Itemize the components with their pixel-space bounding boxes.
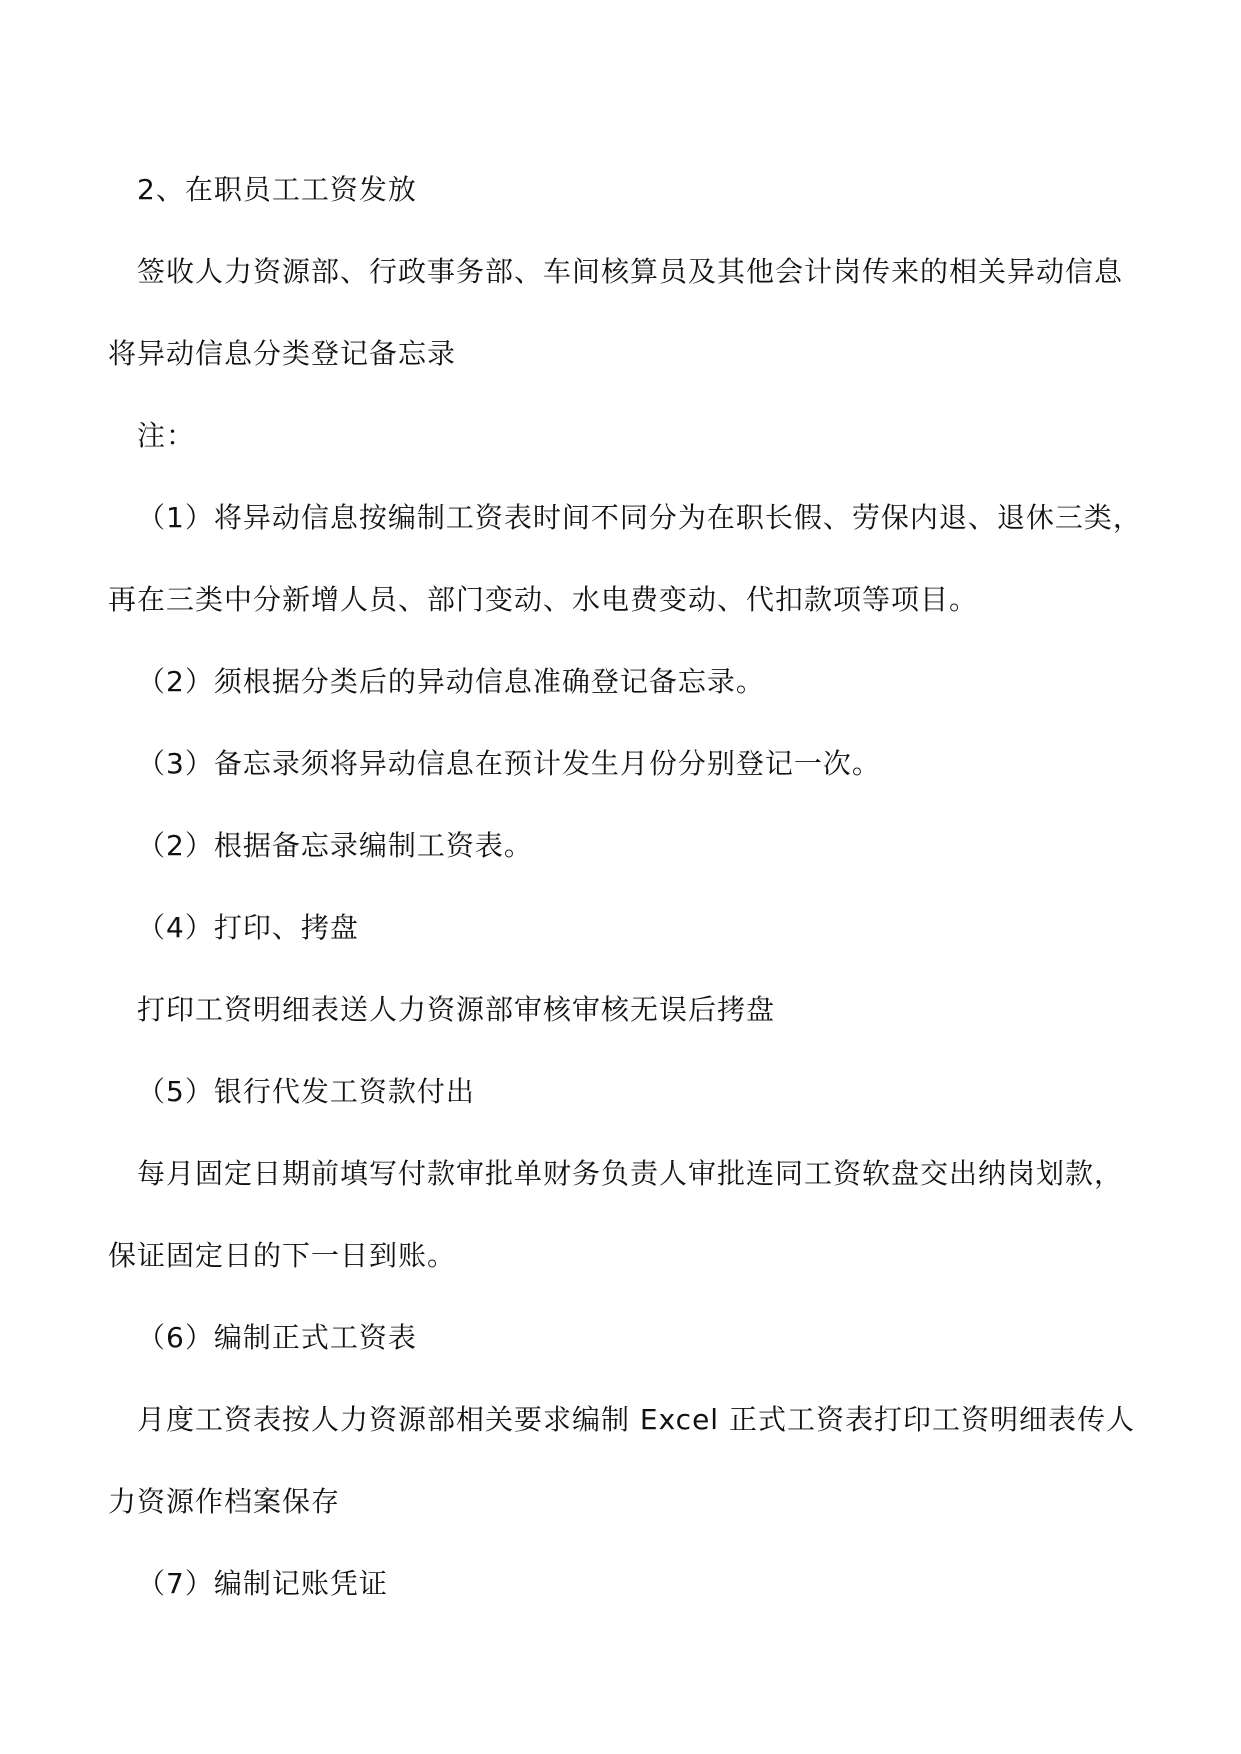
- note-item: （1）将异动信息按编制工资表时间不同分为在职长假、劳保内退、退休三类，: [137, 501, 1142, 534]
- paragraph-line: 保证固定日的下一日到账。: [108, 1239, 457, 1272]
- note-item: （3）备忘录须将异动信息在预计发生月份分别登记一次。: [137, 747, 881, 780]
- paragraph-line: 月度工资表按人力资源部相关要求编制 Excel 正式工资表打印工资明细表传人: [137, 1403, 1135, 1436]
- step-heading: （5）银行代发工资款付出: [137, 1075, 475, 1108]
- paragraph-line: 打印工资明细表送人力资源部审核审核无误后拷盘: [137, 993, 776, 1026]
- step-heading: （4）打印、拷盘: [137, 911, 359, 944]
- paragraph-line: 将异动信息分类登记备忘录: [108, 337, 457, 370]
- note-label: 注：: [137, 419, 196, 452]
- paragraph-line: 力资源作档案保存: [108, 1485, 341, 1518]
- paragraph-line: 每月固定日期前填写付款审批单财务负责人审批连同工资软盘交出纳岗划款，: [137, 1157, 1124, 1190]
- paragraph-line: 签收人力资源部、行政事务部、车间核算员及其他会计岗传来的相关异动信息: [137, 255, 1124, 288]
- section-heading: 2、在职员工工资发放: [137, 173, 417, 206]
- paragraph-line: 再在三类中分新增人员、部门变动、水电费变动、代扣款项等项目。: [108, 583, 979, 616]
- note-item: （2）根据备忘录编制工资表。: [137, 829, 533, 862]
- note-item: （2）须根据分类后的异动信息准确登记备忘录。: [137, 665, 765, 698]
- step-heading: （7）编制记账凭证: [137, 1567, 388, 1600]
- step-heading: （6）编制正式工资表: [137, 1321, 417, 1354]
